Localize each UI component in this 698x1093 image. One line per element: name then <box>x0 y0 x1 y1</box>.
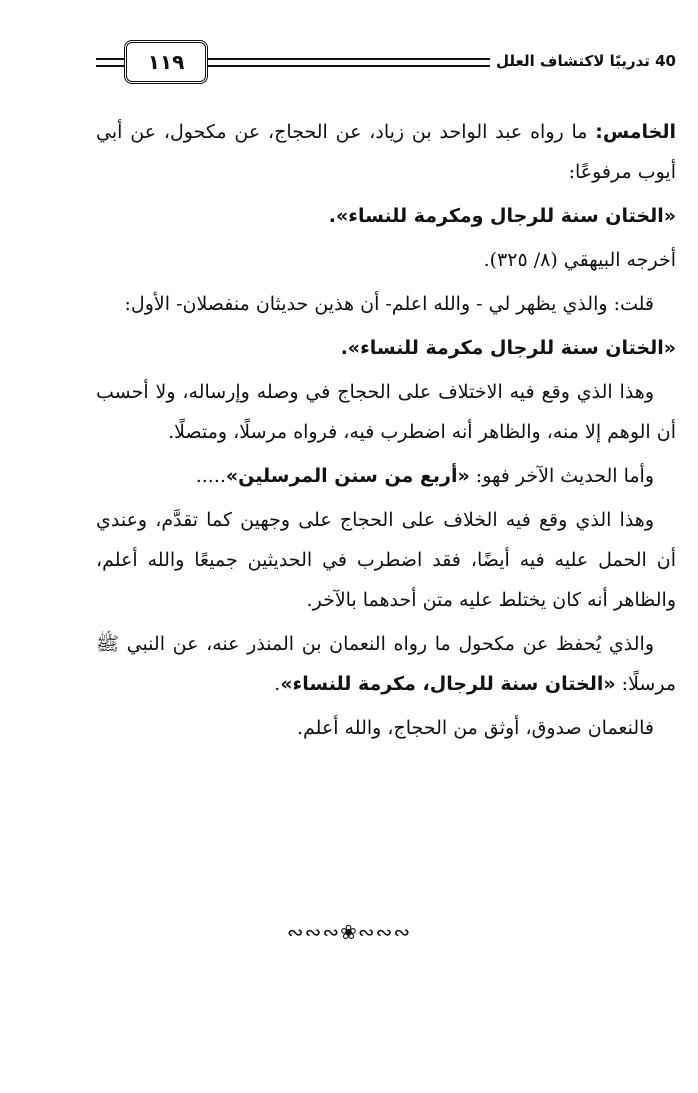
hadith-text: «الختان سنة للرجال ومكرمة للنساء». <box>328 205 676 227</box>
paragraph-text: قلت: والذي يظهر لي - والله اعلم- أن هذين حديثان منفصلان- الأول: <box>124 293 654 315</box>
paragraph-text: ..... <box>195 465 226 487</box>
hadith-text: «الختان سنة للرجال مكرمة للنساء». <box>340 337 676 359</box>
paragraph-text: وهذا الذي وقع فيه الخلاف على الحجاج على وجهين كما تقدَّم، وعندي أن الحمل عليه فيه أيضًا، فقد اضطرب في الحديثين جميعًا والله أعلم، والظاهر أنه كان يختلط عليه متن أحدهما بالآخر. <box>96 509 676 611</box>
paragraph-text: وهذا الذي وقع فيه الاختلاف على الحجاج في وصله وإرساله، ولا أحسب أن الوهم إلا منه، والظاهر أنه اضطرب فيه، فرواه مرسلًا، ومتصلًا. <box>96 381 676 443</box>
paragraph-8 <box>96 500 676 620</box>
paragraph-10 <box>96 708 676 748</box>
paragraph-text: فالنعمان صدوق، أوثق من الحجاج، والله أعلم. <box>296 717 654 739</box>
end-ornament-icon: ∾∾∾❀∾∾∾ <box>286 920 412 944</box>
paragraph-text: أخرجه البيهقي (٨/ ٣٢٥). <box>483 249 676 271</box>
header-rule-left-top <box>96 58 124 60</box>
paragraph-1 <box>96 112 676 192</box>
paragraph-lead: الخامس: <box>595 121 676 143</box>
paragraph-9 <box>96 624 676 704</box>
body-text <box>96 112 676 752</box>
page-header <box>96 38 676 90</box>
paragraph-text: وأما الحديث الآخر فهو: <box>469 465 654 487</box>
paragraph-3 <box>96 240 676 280</box>
paragraph-7 <box>96 456 676 496</box>
running-title: 40 تدريبًا لاكتشاف العلل <box>496 52 676 70</box>
header-rule-bottom <box>208 65 490 67</box>
paragraph-text: . <box>274 673 281 695</box>
paragraph-text: والذي يُحفظ عن مكحول ما رواه النعمان بن المنذر عنه، عن النبي ﷺ مرسلًا: <box>96 633 676 695</box>
paragraph-6 <box>96 372 676 452</box>
paragraph-5 <box>96 328 676 368</box>
header-rule-left-bottom <box>96 65 124 67</box>
paragraph-4 <box>96 284 676 324</box>
page-number: ١١٩ <box>124 40 208 84</box>
paragraph-text: ما رواه عبد الواحد بن زياد، عن الحجاج، عن مكحول، عن أبي أيوب مرفوعًا: <box>96 121 676 183</box>
paragraph-2 <box>96 196 676 236</box>
hadith-text: «الختان سنة للرجال، مكرمة للنساء» <box>280 673 616 695</box>
header-rule-top <box>208 58 490 60</box>
hadith-text: «أربع من سنن المرسلين» <box>225 465 470 487</box>
